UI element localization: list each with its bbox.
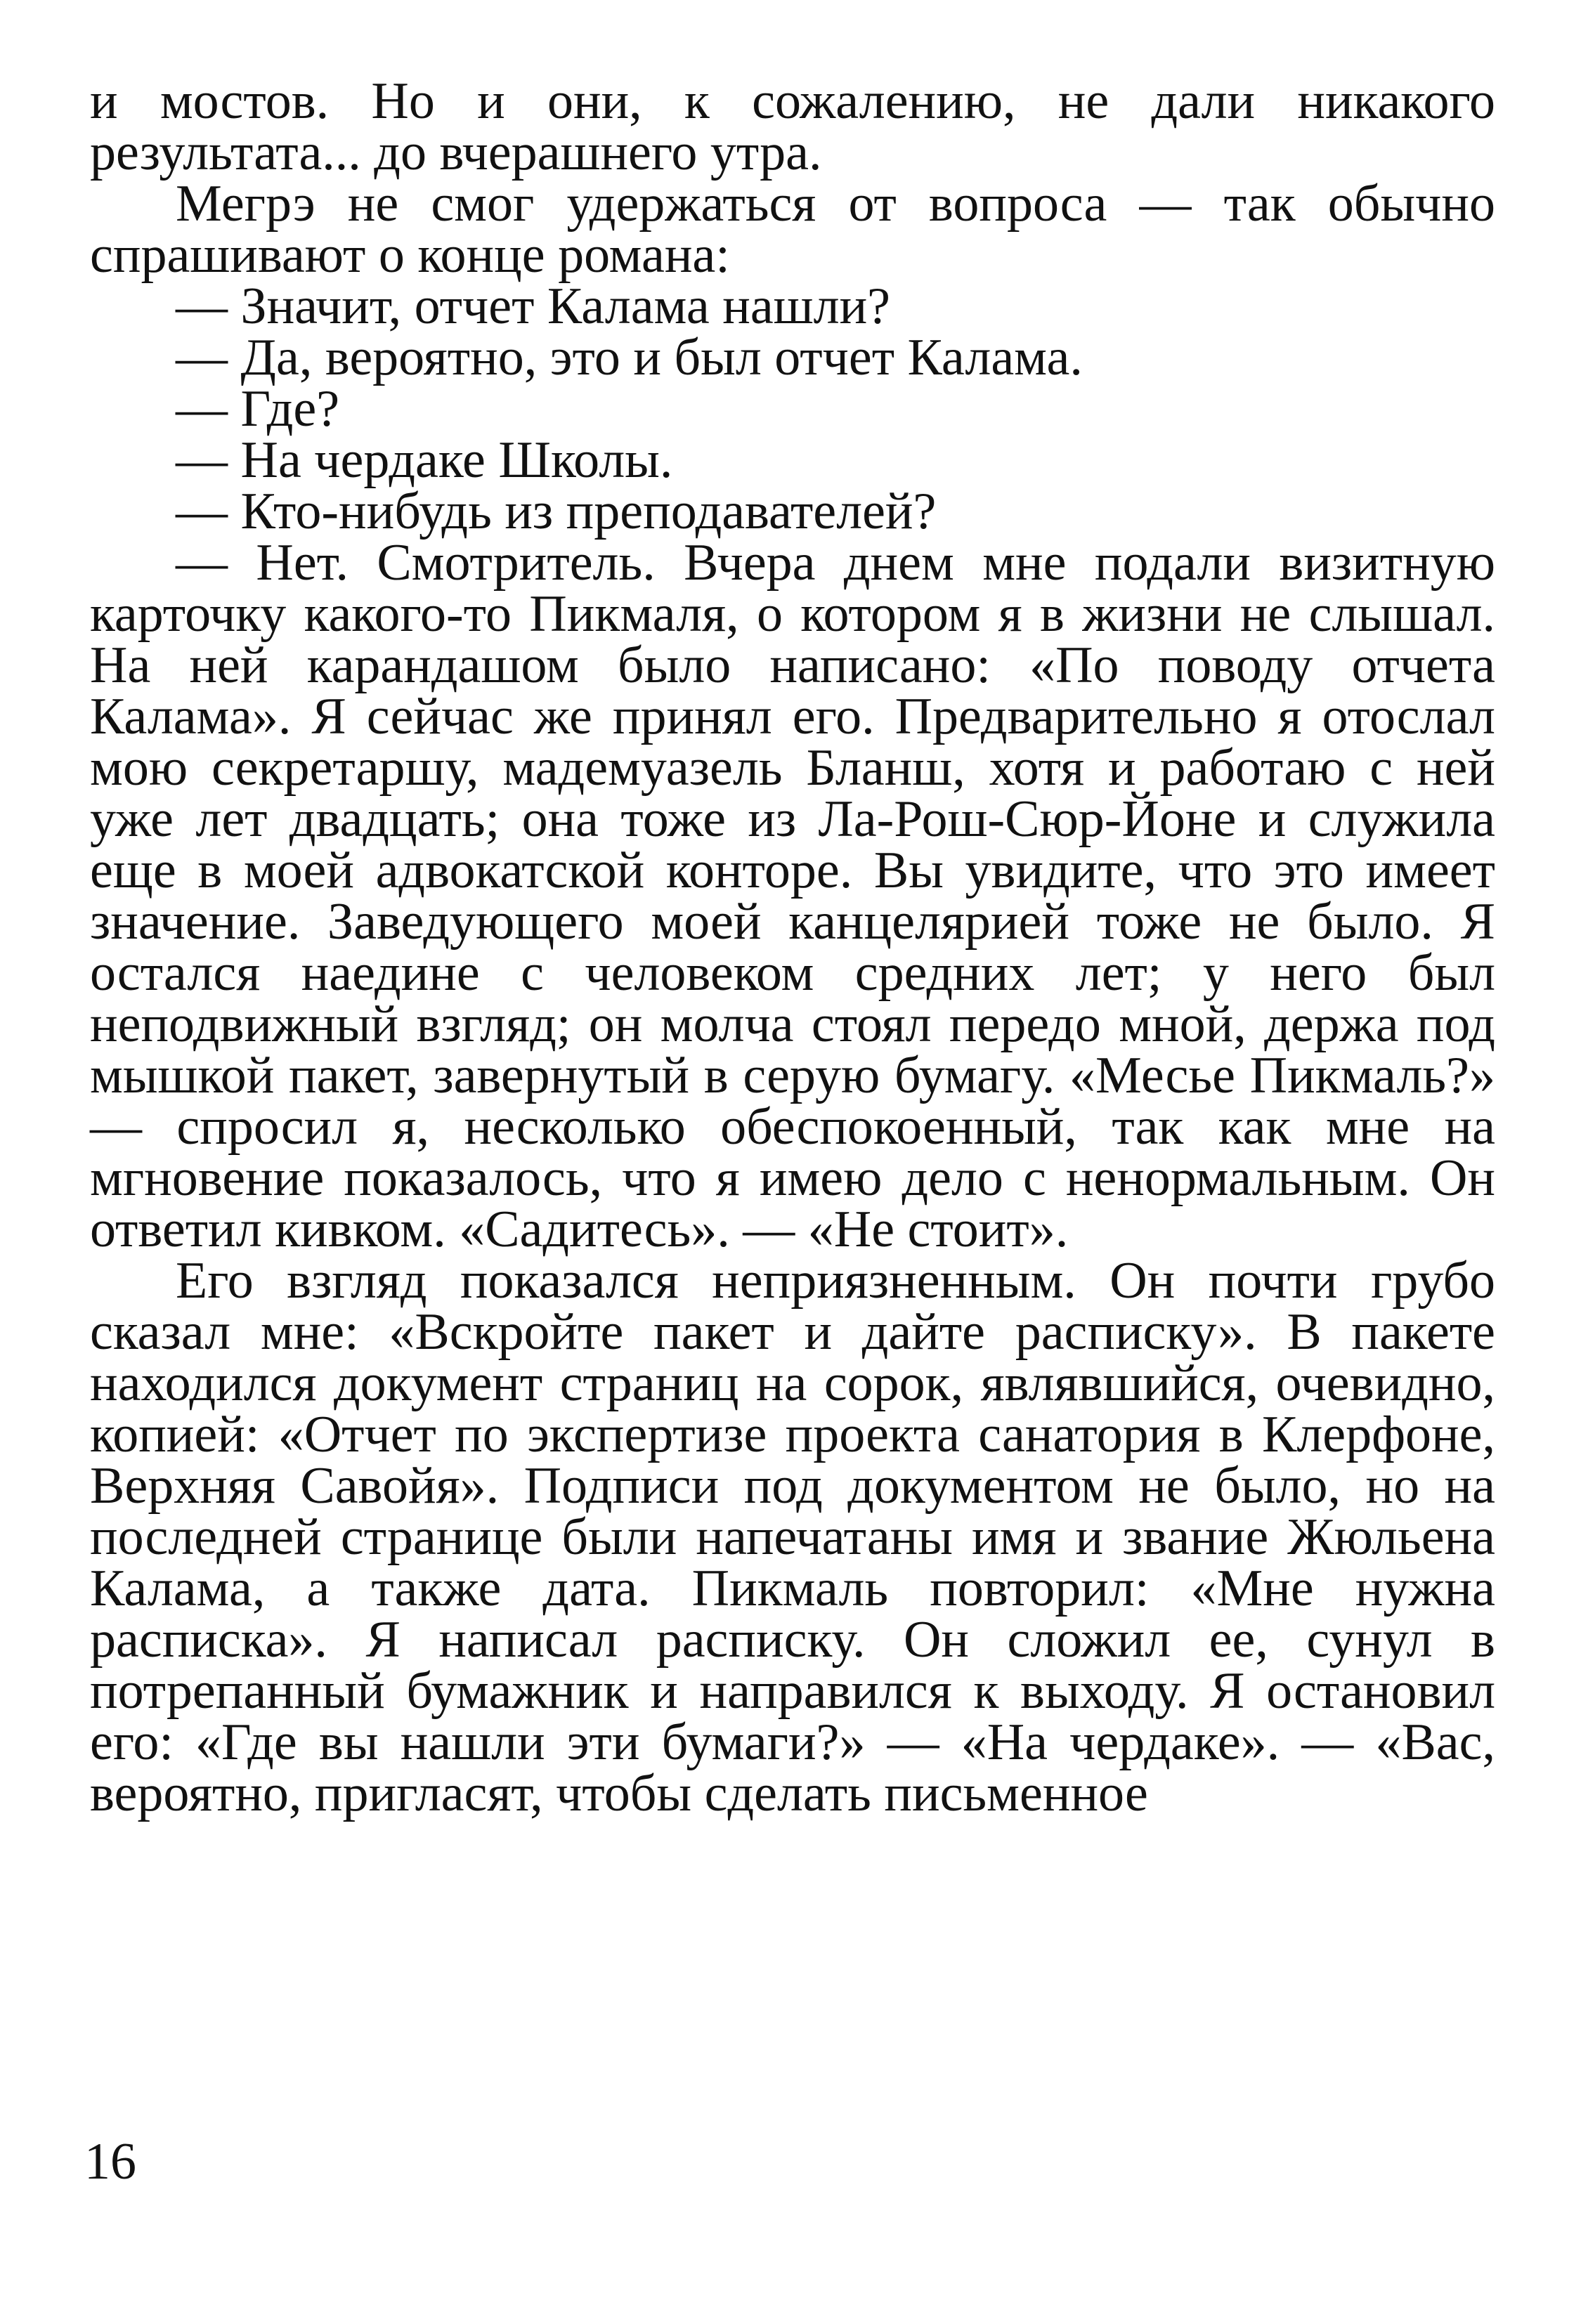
dialogue-line-report-found: — Значит, отчет Калама нашли?	[176, 278, 891, 335]
page-number: 16	[84, 2133, 136, 2191]
paragraph-receipt: Его взгляд показался неприязненным. Он почти грубо сказал мне: «Вскройте пакет и дайте расписку». В пакете находился документ страниц на сорок, являвшийся, очевидно, копией: «Отчет по экспертизе проекта санатория в Клерфоне, Верхняя Савойя». Подписи под документом не было, но на последней странице были напечатаны имя и звание Жюльена Калама, а также дата. Пикмаль повторил: «Мне нужна расписка». Я написал расписку. Он сложил ее, сунул в потрепанный бумажник и направился к выходу. Я остановил его: «Где вы нашли эти бумаги?» — «На чердаке». — «Вас, вероятно, пригласят, чтобы сделать письменное	[90, 1252, 1495, 1822]
dialogue-line-teachers: — Кто-нибудь из преподавателей?	[176, 483, 937, 540]
dialogue-line-where: — Где?	[176, 380, 340, 438]
dialogue-line-probably: — Да, вероятно, это и был отчет Калама.	[176, 329, 1083, 386]
paragraph-caretaker: — Нет. Смотритель. Вчера днем мне подали визитную карточку какого-то Пикмаля, о котором я в жизни не слышал. На ней карандашом было написано: «По поводу отчета Калама». Я сейчас же принял его. Предварительно я отослал мою секретаршу, мадемуазель Бланш, хотя и работаю с ней уже лет двадцать; она тоже из Ла-Рош-Сюр-Йоне и служила еще в моей адвокатской конторе. Вы увидите, что это имеет значение. Заведующего моей канцелярией тоже не было. Я остался наедине с человеком средних лет; у него был неподвижный взгляд; он молча стоял передо мной, держа под мышкой пакет, завернутый в серую бумагу. «Месье Пикмаль?» — спросил я, несколько обеспокоенный, так как мне на мгновение показалось, что я имею дело с ненормальным. Он ответил кивком. «Садитесь». — «Не стоит».	[90, 534, 1495, 1258]
dialogue-line-attic: — На чердаке Школы.	[176, 431, 673, 489]
paragraph-megre-question: Мегрэ не смог удержаться от вопроса — так обычно спрашивают о конце романа:	[90, 175, 1495, 284]
body-text	[90, 72, 1495, 1822]
paragraph-continuation: и мостов. Но и они, к сожалению, не дали никакого результата... до вчерашнего утра.	[90, 72, 1495, 181]
